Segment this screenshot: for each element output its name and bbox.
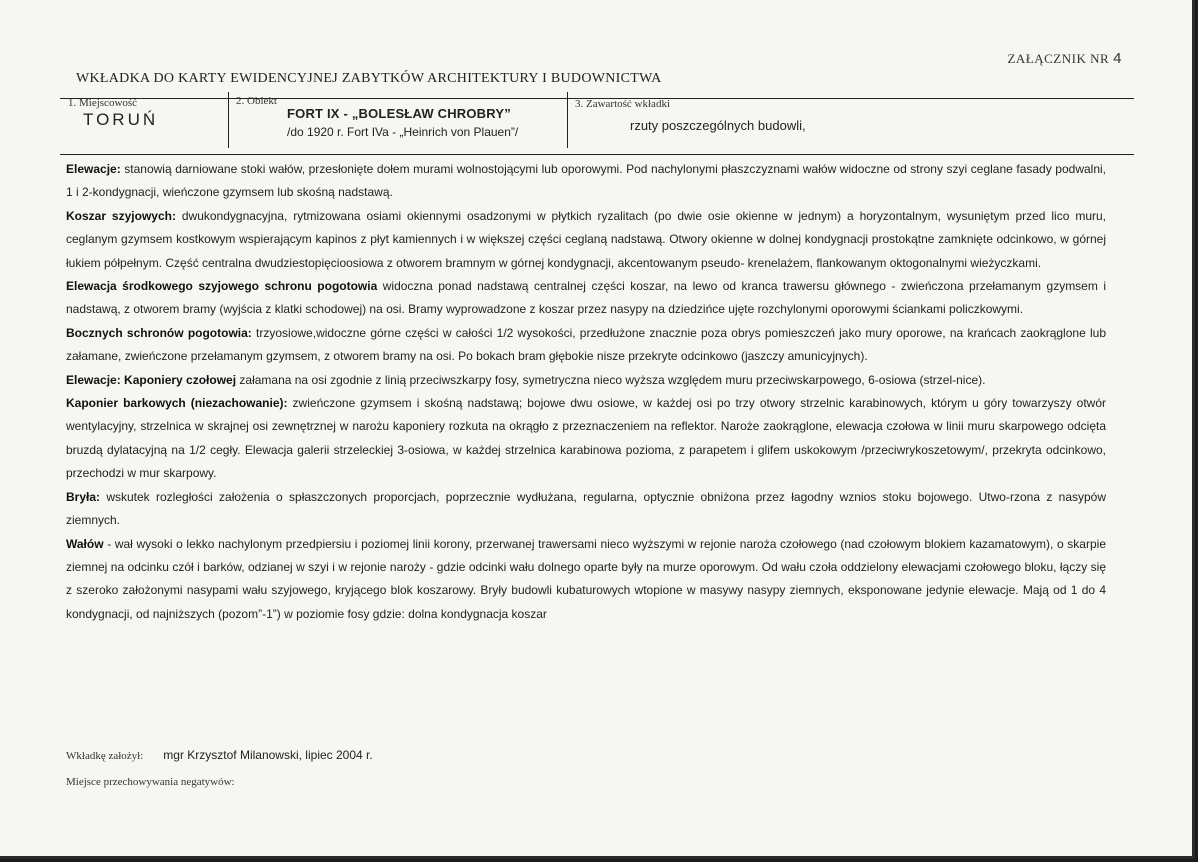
paragraph-text: załamana na osi zgodnie z linią przeciwszkarpy fosy, symetryczna nieco wyższa względem muru przeciwskarpowego, 6-osiowa (strzel-nice). — [236, 372, 986, 387]
place-label: 1. Miejscowość — [68, 97, 138, 109]
paragraph — [66, 322, 1106, 369]
paragraph — [66, 158, 1106, 205]
paragraph — [66, 369, 1106, 392]
paragraph-text: trzyosiowe,widoczne górne części w całości 1/2 wysokości, przedłużone znacznie poza obrys pomieszczeń jako mury oporowe, na krańcach zaokrąglone lub załamane, zwieńczone przełamanym gzymsem, z otworem bramy na osi. Po bokach bram głębokie nisze przekryte odcinkowo (jaszczy amunicyjnych). — [66, 325, 1106, 364]
paragraph — [66, 275, 1106, 322]
paragraph — [66, 205, 1106, 275]
contents-value: rzuty poszczególnych budowli, — [630, 118, 806, 133]
annex-label: ZAŁĄCZNIK NR — [1007, 51, 1110, 66]
paragraph — [66, 486, 1106, 533]
paragraph-title: Elewacje: Kaponiery czołowej — [66, 372, 237, 387]
paragraph-title: Bryła: — [66, 489, 101, 504]
cell-divider-1 — [228, 92, 229, 148]
storage-label: Miejsce przechowywania negatywów: — [66, 776, 235, 788]
annex-number — [1007, 50, 1122, 67]
place-value: TORUŃ — [83, 110, 159, 129]
paragraph-title: Elewacja środkowego szyjowego schronu pogotowia — [66, 279, 378, 294]
object-name: FORT IX - „BOLESŁAW CHROBRY” — [287, 106, 511, 121]
paragraph-text: widoczna ponad nadstawą centralnej części koszar, na lewo od kranca trawersu głównego - zwieńczona przełamanym gzymsem i nadstawą, z otworem bramy (wyjścia z klatki schodowej) na osi. Bramy wyprowadzone z koszar przez nasypy na dziedzińce ujęte rozchylonymi oporowymi ściankami policzkowymi. — [66, 279, 1106, 317]
author-label: Wkładkę założył: — [66, 750, 144, 762]
paragraph — [66, 533, 1106, 627]
object-former-name: /do 1920 r. Fort IVa - „Heinrich von Plauen”/ — [287, 125, 519, 139]
paragraph-text: - wał wysoki o lekko nachylonym przedpiersiu i poziomej linii korony, przerwanej trawersami nieco wyższymi w rejonie naroża czołowego (nad czołowym blokiem kazamatowym), o skarpie ziemnej na odcinku czół i barków, odzianej w szyi i w rejonie naroży - gdzie odcinki wału dolnego oparte były na murze oporowym. Od wału czoła oddzielony elewacjami czołowego bloku, łączy się z szeroko założonymi nasypami wału szyjowego, kryjącego blok koszarowy. Bryły budowli kubaturowych wtopione w masywy nasypy ziemnych, eksponowane jedynie elewacje. Mają od 1 do 4 kondygnacji, od najniższych (pozom”-1”) w poziomie fosy gdzie: dolna kondygnacja koszar — [66, 536, 1106, 621]
paragraph-text: stanowią darniowane stoki wałów, przesłonięte dołem murami wolnostojącymi lub oporowymi. Pod nachylonymi płaszczyznami wałów widoczne od strony szyi ceglane fasady podwalni, 1 i 2-kondygnacji, wieńczone gzymsem lub skośną nadstawą. — [66, 162, 1106, 200]
contents-label: 3. Zawartość wkładki — [575, 98, 670, 110]
paragraph-title: Wałów — [66, 536, 104, 551]
header-bottom-rule — [60, 154, 1134, 155]
paragraph-title: Bocznych schronów pogotowia: — [66, 325, 252, 340]
paragraph-title: Elewacje: — [66, 162, 121, 176]
author-value: mgr Krzysztof Milanowski, lipiec 2004 r. — [163, 748, 373, 762]
paragraph-text: zwieńczone gzymsem i skośną nadstawą; bojowe dwu osiowe, w każdej osi po trzy otwory strzelnic karabinowych, którym u góry towarzyszy otwór wentylacyjny, strzelnica w skrajnej osi zewnętrznej w narożu kaponiery rozkuta na okrągło z przeznaczeniem na reflektor. Naroże zaokrąglone, elewacja czołowa w linii muru skarpowego odcięta bruzdą dylatacyjną na 1/2 cegły. Elewacja galerii strzeleckiej 3-osiowa, w każdej strzelnica karabinowa pozioma, z parapetem i glifem uskokowym /przeciwrykoszetowym/, przekryta odcinkowo, przechodzi w mur skarpowy. — [66, 396, 1107, 481]
paragraph-title: Kaponier barkowych (niezachowanie): — [66, 396, 288, 411]
paragraph-title: Koszar szyjowych: — [66, 208, 176, 223]
paragraph — [66, 392, 1106, 486]
description-body — [66, 158, 1106, 626]
object-label: 2. Obiekt — [236, 95, 277, 107]
annex-value: 4 — [1113, 50, 1122, 67]
form-title: WKŁADKA DO KARTY EWIDENCYJNEJ ZABYTKÓW ARCHITEKTURY I BUDOWNICTWA — [76, 71, 662, 86]
author-line — [66, 748, 373, 762]
paragraph-text: wskutek rozległości założenia o spłaszczonych proporcjach, poprzecznie wydłużana, regularna, optycznie obniżona przez łagodny wznios stoku bojowego. Utwo-rzona z nasypów ziemnych. — [66, 489, 1106, 528]
paragraph-text: dwukondygnacyjna, rytmizowana osiami okiennymi osadzonymi w płytkich ryzalitach (po dwie osie okienne w jednym) a horyzontalnym, wysuniętym przed lico muru, ceglanym gzymsem kostkowym wspierającym kapinos z płyt kamiennych i w większej części ceglaną nadstawą. Otwory okienne w dolnej kondygnacji prostokątne zamknięte odcinkowo, w górnej łukiem półpełnym. Część centralna dwudziestopięcioosiowa z otworem bramnym w górnej kondygnacji, akcentowanym pseudo- krenelażem, flankowanym oktogonalnymi wieżyczkami. — [66, 208, 1106, 270]
cell-divider-2 — [567, 92, 568, 148]
